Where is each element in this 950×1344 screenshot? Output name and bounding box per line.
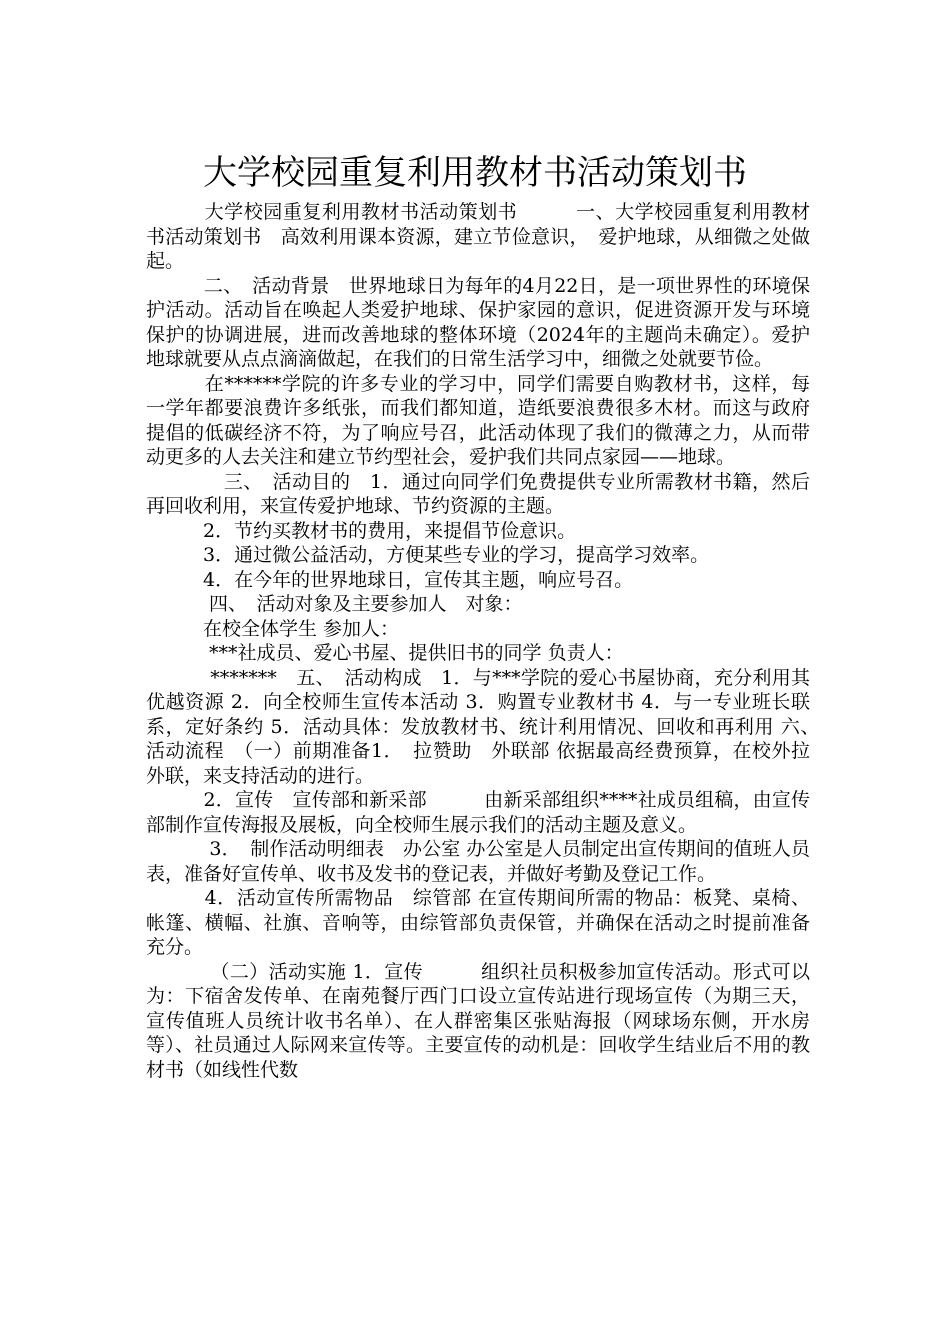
paragraph-purpose-4: 4．在今年的世界地球日，宣传其主题，响应号召。 [146, 568, 634, 591]
paragraph-context: 在******学院的许多专业的学习中，同学们需要自购教材书，这样，每一学年都要浪费许多纸张，而我们都知道，造纸要浪费很多木材。而这与政府提倡的低碳经济不符，为了响应号召，此活动体现了我们的微薄之力，从而带动更多的人去关注和建立节约型社会，爱护我们共同点家园——地球。 [146, 372, 810, 468]
paragraph-purpose-2: 2．节约买教材书的费用，来提倡节俭意识。 [146, 519, 577, 542]
paragraph-composition: ******* 五、 活动构成 1．与***学院的爱心书屋协商，充分利用其优越资源 2．向全校师生宣传本活动 3．购置专业教材书 4．与一专业班长联系，定好条约 5．活动具体：发放教材书、统计利用情况、回收和再利用 六、 活动流程 （一）前期准备1． 拉赞助 外联部 依据最高经费预算，在校外拉外联，来支持活动的进行。 [146, 666, 830, 787]
paragraph-supplies: 4．活动宣传所需物品 综管部 在宣传期间所需的物品：板凳、桌椅、帐篷、横幅、社旗、音响等，由综管部负责保管，并确保在活动之时提前准备充分。 [146, 887, 810, 958]
paragraph-participants-2: 在校全体学生 参加人： [146, 617, 400, 640]
paragraph-implementation: （二）活动实施 1．宣传 组织社员积极参加宣传活动。形式可以为：下宿舍发传单、在南苑餐厅西门口设立宣传站进行现场宣传（为期三天，宣传值班人员统计收书名单）、在人群密集区张贴海报（网球场东侧，开水房等）、社员通过人际网来宣传等。主要宣传的动机是：回收学生结业后不用的教材书（如线性代数 [146, 960, 810, 1081]
paragraph-intro: 大学校园重复利用教材书活动策划书 一、大学校园重复利用教材书活动策划书 高效利用课本资源，建立节俭意识， 爱护地球，从细微之处做起。 [146, 201, 810, 272]
paragraph-background: 二、 活动背景 世界地球日为每年的4月22日，是一项世界性的环境保护活动。活动旨在唤起人类爱护地球、保护家园的意识，促进资源开发与环境保护的协调进展，进而改善地球的整体环境（2024年的主题尚未确定）。爱护地球就要从点点滴滴做起，在我们的日常生活学习中，细微之处就要节俭。 [146, 274, 810, 370]
paragraph-publicity: 2．宣传 宣传部和新采部 由新采部组织****社成员组稿，由宣传部制作宣传海报及展板，向全校师生展示我们的活动主题及意义。 [146, 789, 810, 836]
paragraph-participants: 四、 活动对象及主要参加人 对象： [146, 593, 523, 615]
paragraph-schedule: 3． 制作活动明细表 办公室 办公室是人员制定出宣传期间的值班人员表，准备好宣传单、收书及发书的登记表，并做好考勤及登记工作。 [146, 838, 810, 885]
document-title: 大学校园重复利用教材书活动策划书 [203, 152, 747, 193]
document-body [146, 200, 830, 1082]
paragraph-purpose: 三、 活动目的 1．通过向同学们免费提供专业所需教材书籍，然后再回收利用，来宣传爱护地球、节约资源的主题。 [146, 470, 810, 517]
paragraph-purpose-3: 3．通过微公益活动，方便某些专业的学习，提高学习效率。 [146, 544, 710, 566]
paragraph-participants-3: ***社成员、爱心书屋、提供旧书的同学 负责人： [146, 642, 624, 664]
